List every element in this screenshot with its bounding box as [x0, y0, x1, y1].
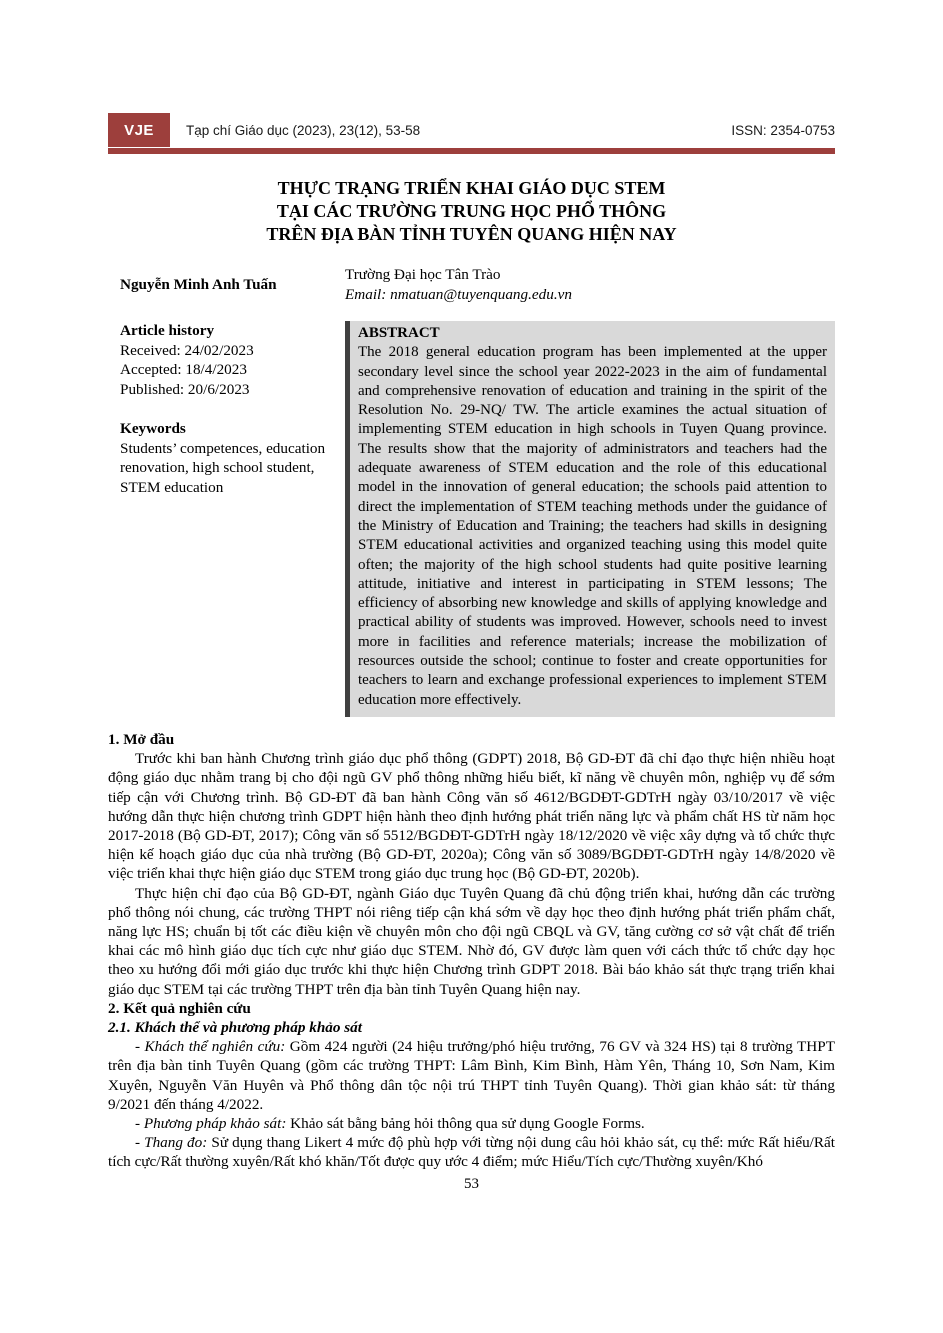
paragraph-3-lead: - Khách thể nghiên cứu: — [135, 1038, 286, 1056]
article-info-column — [108, 321, 345, 497]
published-date: Published: 20/6/2023 — [120, 380, 250, 398]
paper-title — [108, 177, 835, 246]
journal-logo: VJE — [108, 113, 170, 147]
paragraph-5-lead: - Thang đo: — [135, 1134, 208, 1152]
page-content — [108, 113, 835, 1172]
abstract-heading: ABSTRACT — [358, 325, 440, 341]
paragraph-4-text: Khảo sát bằng bảng hỏi thông qua sử dụng Google Forms. — [286, 1115, 645, 1132]
article-history-heading: Article history — [120, 322, 215, 339]
body-text — [108, 730, 835, 1172]
paragraph-5-text: Sử dụng thang Likert 4 mức độ phù hợp với từng nội dung câu hỏi khảo sát, cụ thể: mức Rất hiểu/Rất tích cực/Rất thường xuyên/Rất khó khăn/Tốt được quy ước 4 điểm; mức Hiểu/Tích cực/Thường xuyên/Khó — [108, 1134, 835, 1171]
received-date: Received: 24/02/2023 — [120, 341, 254, 359]
header-rule — [108, 148, 835, 154]
abstract-box — [345, 321, 835, 717]
paper-title-line2: TẠI CÁC TRƯỜNG TRUNG HỌC PHỔ THÔNG — [276, 201, 667, 221]
author-name: Nguyễn Minh Anh Tuấn — [120, 276, 277, 293]
section-heading-1: 1. Mở đầu — [108, 730, 175, 748]
author-affiliation: Trường Đại học Tân Trào — [345, 266, 501, 283]
section-heading-2-1: 2.1. Khách thể và phương pháp khảo sát — [108, 1018, 362, 1036]
page-number: 53 — [464, 1176, 479, 1192]
author-email: Email: nmatuan@tuyenquang.edu.vn — [345, 286, 572, 303]
section-heading-2: 2. Kết quả nghiên cứu — [108, 999, 251, 1017]
paragraph-1: Trước khi ban hành Chương trình giáo dục phổ thông (GDPT) 2018, Bộ GD-ĐT đã chỉ đạo thực hiện nhiều hoạt động giáo dục nhằm trang bị cho đội ngũ GV phổ thông những hiểu biết, kĩ năng về chuyên môn, nghiệp vụ để sớm tiếp cận với Chương trình. Bộ GD-ĐT đã ban hành Công văn số 4612/BGDĐT-GDTrH ngày 03/10/2017 về việc hướng dẫn thực hiện chương trình GDPT hiện hành theo định hướng phát triển năng lực và phẩm chất HS từ năm học 2017-2018 (Bộ GD-ĐT, 2017); Công văn số 5512/BGDĐT-GDTrH ngày 18/12/2020 về việc xây dựng và tổ chức thực hiện kế hoạch giáo dục của nhà trường (Bộ GD-ĐT, 2020a); Công văn số 3089/BGDĐT-GDTrH ngày 14/8/2020 về việc triển khai thực hiện giáo dục STEM trong giáo dục trung học (Bộ GD-ĐT, 2020b). — [108, 750, 835, 883]
author-details — [345, 265, 835, 305]
keywords-block — [120, 419, 331, 497]
paragraph-3 — [108, 1037, 835, 1114]
accepted-date: Accepted: 18/4/2023 — [120, 361, 247, 378]
paragraph-4-lead: - Phương pháp khảo sát: — [135, 1115, 287, 1132]
paper-title-line3: TRÊN ĐỊA BÀN TỈNH TUYÊN QUANG HIỆN NAY — [266, 224, 677, 244]
author-block — [108, 265, 835, 305]
keywords-heading: Keywords — [120, 420, 186, 437]
paragraph-2: Thực hiện chỉ đạo của Bộ GD-ĐT, ngành Giáo dục Tuyên Quang đã chủ động triển khai, hướng dẫn các trường phổ thông nói chung, các trường THPT nói riêng tiếp cận khá sớm về dạy học theo định hướng phát triển phẩm chất, năng lực HS; chuẩn bị tốt các điều kiện về chuyên môn cho đội ngũ CBQL và GV, tăng cường cơ sở vật chất để triển khai các mô hình giáo dục tích cực như giáo dục STEM. Nhờ đó, GV được làm quen với cách thức tổ chức dạy học theo xu hướng đổi mới giáo dục trước khi thực hiện Chương trình GDPT 2018. Bài báo khảo sát thực trạng triển khai giáo dục STEM tại các trường THPT trên địa bàn tỉnh Tuyên Quang hiện nay. — [108, 884, 835, 998]
info-section — [108, 321, 835, 717]
journal-citation: Tạp chí Giáo dục (2023), 23(12), 53-58 — [186, 122, 421, 138]
paper-title-line1: THỰC TRẠNG TRIỂN KHAI GIÁO DỤC STEM — [277, 178, 666, 198]
paragraph-4 — [108, 1114, 835, 1133]
paragraph-3-text: Gồm 424 người (24 hiệu trưởng/phó hiệu trưởng, 76 GV và 324 HS) tại 8 trường THPT trên địa bàn tỉnh Tuyên Quang (gồm các trường THPT: Lâm Bình, Kim Bình, Hàm Yên, Tháng 10, Sơn Nam, Kim Xuyên, Nguyễn Văn Huyên và Phổ thông dân tộc nội trú THPT tỉnh Tuyên Quang). Thời gian khảo sát: từ tháng 9/2021 đến tháng 4/2022. — [108, 1038, 835, 1113]
issn-label: ISSN: 2354-0753 — [731, 122, 835, 138]
paragraph-5 — [108, 1133, 835, 1171]
abstract-text: The 2018 general education program has been implemented at the upper secondary level since the school year 2022-2023 in the aim of fundamental and comprehensive renovation of education and training in the spirit of the Resolution No. 29-NQ/ TW. The article examines the actual situation of implementing STEM education in high schools in Tuyen Quang province. The results show that the majority of administrators and teachers had the adequate awareness of STEM education and the role of this educational model in the innovation of general education; the schools paid attention to direct the implementation of STEM teaching methods under the guidance of the Ministry of Education and Training; the teachers had skills in designing STEM educational activities and organized teaching using this model quite often; the majority of the high school students had quite positive learning attitude, initiative and interest in participating in STEM lessons; The efficiency of absorbing new knowledge and skills of applying knowledge and practical ability of students was improved. However, schools need to invest more in facilities and reference materials; increase the mobilization of resources outside the school; continue to foster and create opportunities for teachers to learn and exchange professional experiences to implement STEM education more effectively. — [358, 344, 827, 708]
journal-header — [108, 113, 835, 147]
keywords-text: Students’ competences, education renovation, high school student, STEM education — [120, 439, 326, 496]
